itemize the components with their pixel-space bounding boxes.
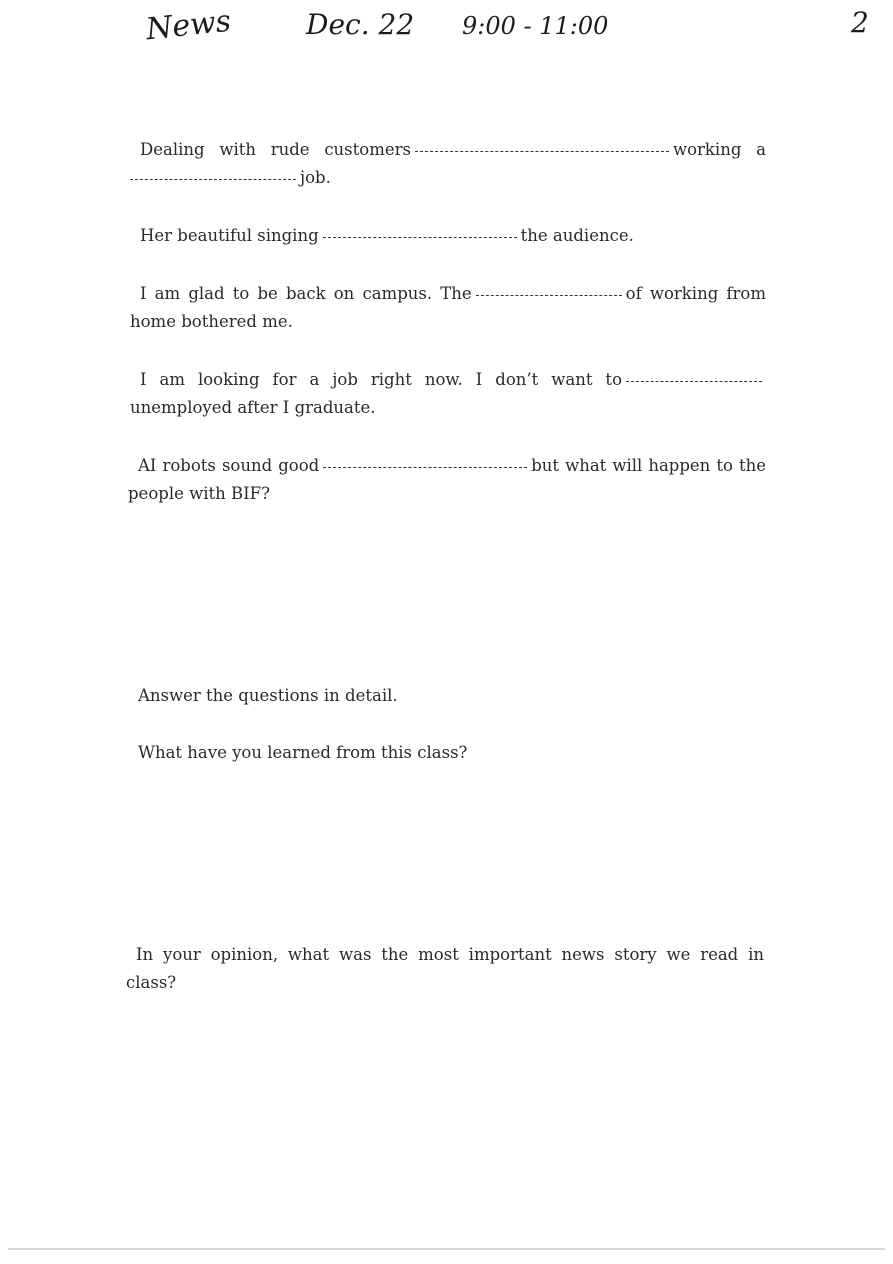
- answer-blank[interactable]: [476, 294, 622, 296]
- q3-text-after: of working from home bothered me.: [130, 284, 767, 331]
- fill-in-question-1: [130, 136, 766, 192]
- handwritten-page-number: 2: [851, 6, 869, 39]
- answer-blank[interactable]: [130, 178, 296, 180]
- fill-in-question-3: [130, 280, 766, 336]
- handwritten-subject: News: [144, 3, 233, 48]
- q2-text-after: the audience.: [520, 226, 634, 245]
- open-question-2: [126, 941, 764, 997]
- open-question-1-text: What have you learned from this class?: [138, 743, 468, 762]
- answer-blank[interactable]: [323, 466, 527, 468]
- open-questions-instructions: [128, 682, 764, 710]
- page-bottom-edge: [8, 1248, 885, 1250]
- fill-in-question-4: [130, 366, 766, 422]
- fill-in-question-2: [130, 222, 766, 250]
- answer-blank[interactable]: [323, 236, 517, 238]
- q5-text-before: AI robots sound good: [138, 456, 320, 475]
- q1-text-after: job.: [300, 168, 331, 187]
- q1-text-middle: working a: [672, 140, 766, 159]
- q4-text-before: I am looking for a job right now. I don’t want to: [140, 370, 622, 389]
- q1-text-before: Dealing with rude customers: [140, 140, 411, 159]
- q2-text-before: Her beautiful singing: [140, 226, 319, 245]
- fill-in-question-5: [128, 452, 766, 508]
- answer-blank[interactable]: [626, 380, 762, 382]
- open-question-1: [128, 739, 764, 767]
- q4-text-after: unemployed after I graduate.: [130, 398, 376, 417]
- open-question-2-text: In your opinion, what was the most important news story we read in class?: [126, 945, 764, 992]
- instructions-text: Answer the questions in detail.: [138, 686, 398, 705]
- answer-blank[interactable]: [415, 150, 669, 152]
- handwritten-date: Dec. 22: [306, 8, 415, 41]
- handwritten-time: 9:00 - 11:00: [462, 12, 609, 40]
- q3-text-before: I am glad to be back on campus. The: [140, 284, 472, 303]
- q5-text-after: but what will happen to the people with BIF?: [128, 456, 766, 503]
